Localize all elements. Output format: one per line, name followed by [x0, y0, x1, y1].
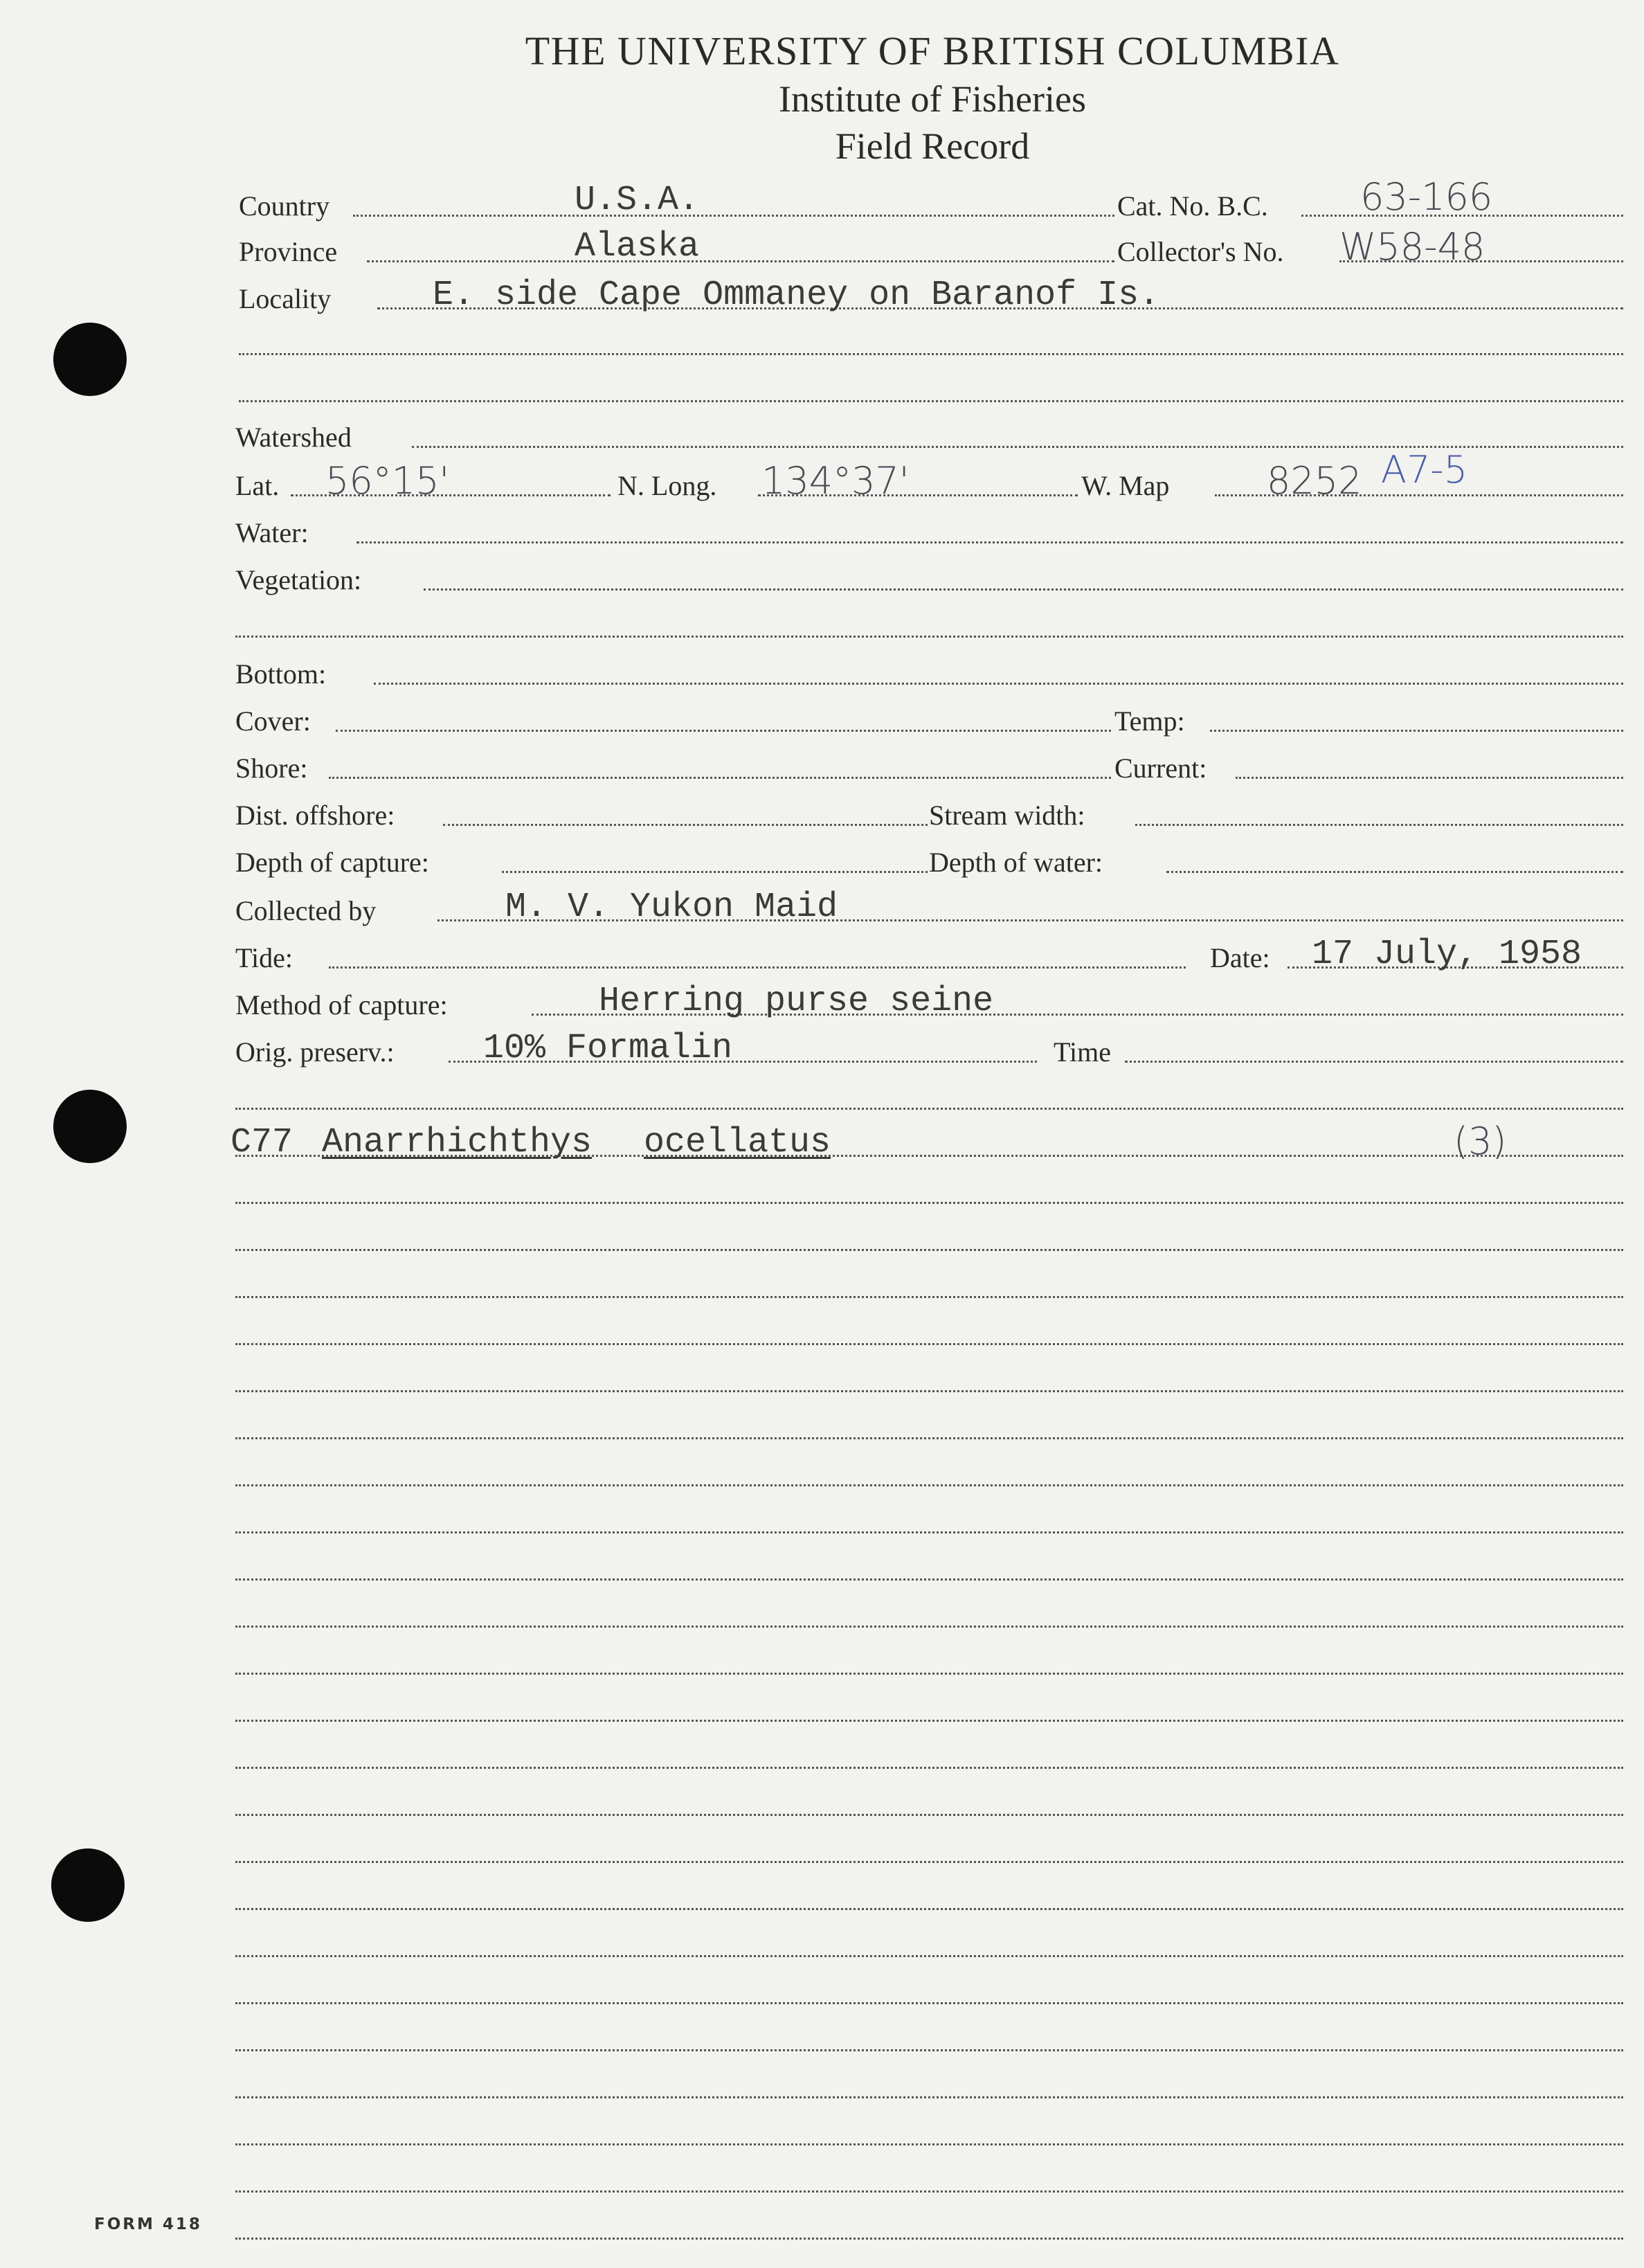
vegetation-line-2 [235, 636, 1623, 638]
current-label: Current: [1114, 753, 1207, 784]
punch-hole-bottom [51, 1848, 125, 1922]
form-number: FORM 418 [94, 2215, 202, 2233]
collectors-no-label: Collector's No. [1117, 236, 1284, 267]
notes-line [235, 1673, 1623, 1675]
tide-line [329, 966, 1186, 969]
locality-line-3 [239, 400, 1623, 402]
time-line [1125, 1061, 1623, 1063]
water-line [356, 541, 1623, 543]
map-number: 8252 [1267, 459, 1362, 503]
notes-line [235, 1955, 1623, 1957]
notes-line [235, 1531, 1623, 1533]
locality-value: E. side Cape Ommaney on Baranof Is. [433, 276, 1160, 315]
date-label: Date: [1210, 942, 1270, 973]
shore-line [329, 777, 1111, 779]
date-value: 17 July, 1958 [1312, 935, 1582, 974]
province-label: Province [239, 236, 338, 267]
temp-line [1210, 730, 1623, 732]
method-value: Herring purse seine [599, 982, 994, 1021]
orig-preserv-label: Orig. preserv.: [235, 1036, 395, 1068]
vegetation-label: Vegetation: [235, 564, 362, 595]
notes-line [235, 2049, 1623, 2051]
w-map-label: W. Map [1081, 470, 1170, 501]
watershed-label: Watershed [235, 422, 352, 453]
province-value: Alaska [575, 227, 700, 267]
province-line [367, 260, 1114, 262]
university-title: THE UNIVERSITY OF BRITISH COLUMBIA [525, 28, 1340, 73]
notes-line [235, 1343, 1623, 1345]
notes-line [235, 2002, 1623, 2004]
n-long-label: N. Long. [617, 470, 717, 501]
depth-capture-label: Depth of capture: [235, 847, 429, 878]
dist-offshore-label: Dist. offshore: [235, 800, 395, 831]
notes-line [235, 1249, 1623, 1251]
locality-label: Locality [239, 283, 332, 314]
notes-line [235, 1484, 1623, 1486]
notes-line [235, 1578, 1623, 1581]
long-value: 134°37' [761, 459, 910, 503]
tide-label: Tide: [235, 942, 293, 973]
depth-water-line [1166, 871, 1623, 873]
specimen-genus: Anarrhichthys [322, 1123, 593, 1162]
cat-no-value: 63-166 [1360, 175, 1493, 219]
notes-line [235, 1296, 1623, 1298]
country-line [353, 215, 1114, 217]
specimen-species: ocellatus [644, 1123, 831, 1162]
dist-offshore-line [443, 824, 928, 826]
notes-line [235, 2190, 1623, 2193]
method-label: Method of capture: [235, 989, 448, 1020]
country-value: U.S.A. [575, 181, 700, 220]
notes-line [235, 1437, 1623, 1439]
current-line [1236, 777, 1623, 779]
notes-line [235, 1861, 1623, 1863]
institute-title: Institute of Fisheries [779, 78, 1086, 120]
notes-line-0 [235, 1108, 1623, 1110]
locality-line-2 [239, 353, 1623, 355]
depth-capture-line [502, 871, 928, 873]
bottom-label: Bottom: [235, 658, 327, 690]
shore-label: Shore: [235, 753, 308, 784]
punch-hole-top [53, 323, 127, 396]
specimen-count: (3) [1454, 1119, 1507, 1163]
notes-line [235, 1202, 1623, 1204]
water-label: Water: [235, 517, 309, 548]
notes-line [235, 1814, 1623, 1816]
vegetation-line [424, 588, 1623, 591]
lat-label: Lat. [235, 470, 280, 501]
time-label: Time [1054, 1036, 1112, 1068]
notes-line [235, 2238, 1623, 2240]
record-title: Field Record [835, 125, 1030, 167]
collected-by-value: M. V. Yukon Maid [505, 888, 838, 927]
notes-line [235, 1767, 1623, 1769]
country-label: Country [239, 190, 330, 222]
punch-hole-middle [53, 1090, 127, 1163]
cover-line [336, 730, 1111, 732]
notes-line [235, 2096, 1623, 2098]
orig-preserv-value: 10% Formalin [483, 1029, 733, 1068]
temp-label: Temp: [1114, 705, 1185, 737]
depth-water-label: Depth of water: [929, 847, 1103, 878]
collected-by-label: Collected by [235, 895, 377, 926]
cover-label: Cover: [235, 705, 311, 737]
notes-line [235, 1626, 1623, 1628]
notes-line [235, 1720, 1623, 1722]
notes-line [235, 1390, 1623, 1392]
notes-line [235, 1908, 1623, 1910]
stream-width-line [1135, 824, 1623, 826]
map-code: A7-5 [1381, 448, 1468, 492]
lat-value: 56°15' [325, 459, 450, 503]
collectors-no-value: W58-48 [1339, 225, 1485, 269]
notes-line [235, 2143, 1623, 2145]
bottom-line [374, 683, 1623, 685]
specimen-code: C77 [231, 1123, 293, 1162]
cat-no-label: Cat. No. B.C. [1117, 190, 1268, 222]
stream-width-label: Stream width: [929, 800, 1085, 831]
